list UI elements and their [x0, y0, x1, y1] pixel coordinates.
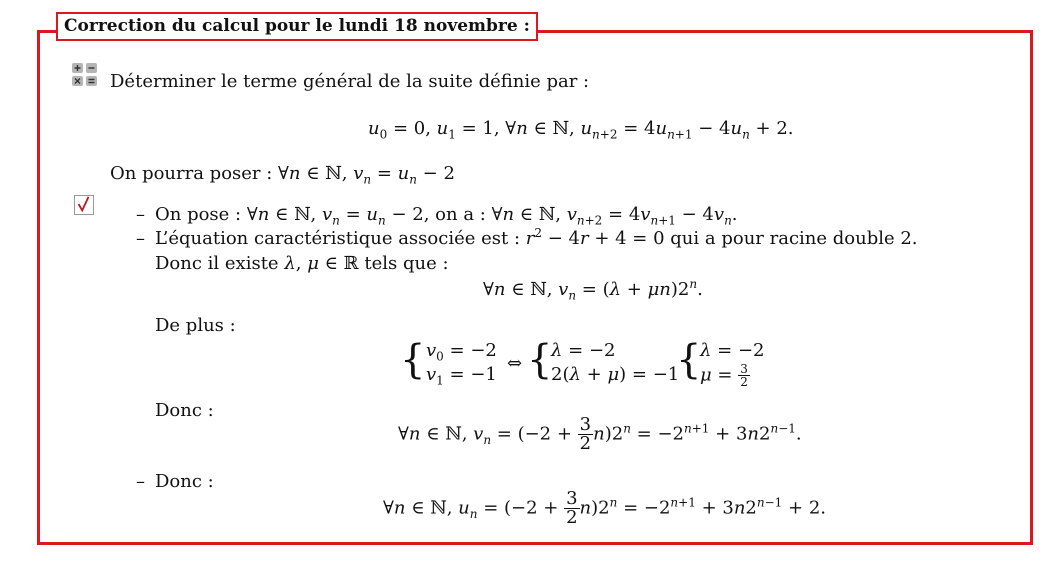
de-plus-label: De plus :	[155, 315, 236, 336]
equivalence-symbol: ⇔	[507, 353, 523, 374]
list-bullet: –	[136, 228, 145, 249]
calculator-icon	[71, 62, 99, 88]
left-brace-3: {	[676, 337, 702, 383]
sequence-definition: $u_0 = 0$, $u_1 = 1$, ∀n ∈ ℕ, $u_{n+2} = 4u_{n+1} - 4u_n + 2$.	[368, 118, 794, 142]
system-row: $v_0 = -2$	[426, 340, 497, 364]
exercise-prompt: Déterminer le terme général de la suite définie par :	[110, 71, 590, 92]
general-form-v: ∀n ∈ ℕ, $v_n = (\lambda + \mu n)2^n$.	[483, 277, 703, 303]
left-brace-1: {	[400, 337, 426, 383]
list-bullet: –	[136, 204, 145, 225]
donc-label: Donc :	[155, 400, 214, 421]
system-row: μ = $\frac{3}{2}$	[700, 362, 748, 389]
list-bullet: –	[136, 471, 145, 492]
result-u: ∀n ∈ ℕ, $u_n = (-2$ + $\frac{3}{2}$ $n)2^n = -2^{n+1} + 3n2^{n-1} + 2$.	[383, 488, 827, 528]
system-row: λ = −2	[700, 340, 765, 361]
checkmark-icon	[74, 195, 94, 215]
list-item: L’équation caractéristique associée est : $r^2 - 4r + 4 = 0$ qui a pour racine double 2.	[155, 226, 918, 249]
list-item: On pose : ∀n ∈ ℕ, $v_n = u_n - 2$, on a : ∀n ∈ ℕ, $v_{n+2} = 4v_{n+1} - 4v_n$.	[155, 204, 738, 228]
list-item: Donc :	[155, 471, 214, 492]
existence-line: Donc il existe λ, μ ∈ ℝ tels que :	[155, 253, 449, 274]
result-v: ∀n ∈ ℕ, $v_n = (-2$ + $\frac{3}{2}$ $n)2^n = -2^{n+1} + 3n2^{n-1}$.	[398, 414, 802, 454]
exercise-hint: On pourra poser : ∀n ∈ ℕ, $v_n = u_n - 2$	[110, 163, 455, 187]
left-brace-2: {	[527, 337, 553, 383]
page-title: Correction du calcul pour le lundi 18 novembre :	[56, 12, 538, 41]
system-row: λ = −2	[551, 340, 616, 361]
system-row: $v_1 = -1$	[426, 364, 497, 388]
system-row: 2(λ + μ) = −1	[551, 364, 680, 385]
